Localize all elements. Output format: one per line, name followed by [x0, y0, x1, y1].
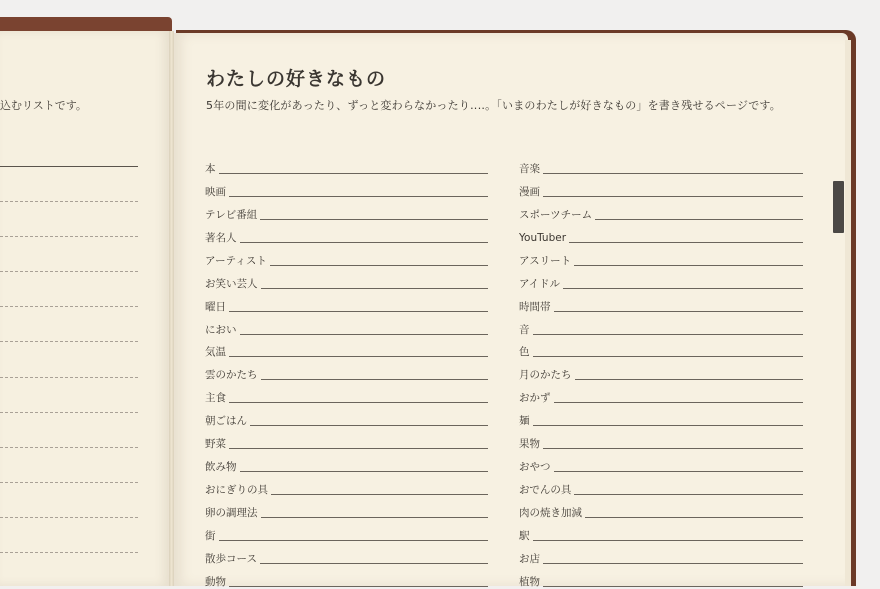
list-item	[205, 405, 488, 428]
left-page-dashed-line	[0, 552, 138, 553]
write-line[interactable]	[240, 334, 489, 335]
list-item	[205, 337, 488, 360]
write-line[interactable]	[574, 265, 803, 266]
item-label: お笑い芸人	[205, 277, 258, 290]
page-subtitle: 5年の間に変化があったり、ずっと変わらなかったり‥‥。「いまのわたしが好きなもの」を書き残せるページです。	[206, 99, 781, 112]
item-label: 麺	[519, 415, 530, 428]
left-page-dashed-line	[0, 271, 138, 272]
list-item	[205, 268, 488, 291]
item-label: 曜日	[205, 300, 226, 313]
index-tab[interactable]	[833, 181, 844, 233]
item-label: スポーツチーム	[519, 208, 593, 221]
item-label: 本	[205, 162, 216, 175]
item-label: アスリート	[519, 254, 572, 267]
write-line[interactable]	[574, 494, 803, 495]
write-line[interactable]	[229, 402, 488, 403]
item-label: 著名人	[205, 231, 237, 244]
item-label: お店	[519, 552, 540, 565]
list-item	[205, 382, 488, 405]
item-label: 果物	[519, 438, 540, 451]
list-item	[519, 497, 803, 520]
list-item	[519, 222, 803, 245]
list-item	[519, 382, 803, 405]
list-item	[205, 474, 488, 497]
list-item	[519, 199, 803, 222]
write-line[interactable]	[543, 173, 803, 174]
write-line[interactable]	[554, 471, 804, 472]
left-page-dashed-line	[0, 201, 138, 202]
item-label: おにぎりの具	[205, 484, 268, 497]
left-page	[0, 31, 170, 586]
write-line[interactable]	[585, 517, 803, 518]
write-line[interactable]	[229, 448, 488, 449]
list-item	[519, 451, 803, 474]
list-item	[519, 291, 803, 314]
write-line[interactable]	[595, 219, 803, 220]
left-page-dashed-line	[0, 447, 138, 448]
item-label: 植物	[519, 575, 540, 588]
write-line[interactable]	[271, 494, 488, 495]
left-page-rule	[0, 166, 138, 167]
write-line[interactable]	[543, 563, 803, 564]
item-label: おかず	[519, 392, 551, 405]
left-page-dashed-line	[0, 306, 138, 307]
list-item	[205, 153, 488, 176]
item-label: 散歩コース	[205, 552, 257, 565]
list-item	[205, 314, 488, 337]
list-item	[205, 543, 488, 566]
list-item	[519, 359, 803, 382]
write-line[interactable]	[533, 334, 804, 335]
item-label: おやつ	[519, 461, 551, 474]
list-item	[519, 543, 803, 566]
favorites-list-right	[519, 153, 803, 589]
list-item	[519, 314, 803, 337]
item-label: 音	[519, 323, 530, 336]
left-page-dashed-line	[0, 517, 138, 518]
list-item	[205, 520, 488, 543]
page-title: わたしの好きなもの	[206, 68, 387, 90]
list-item	[519, 245, 803, 268]
item-label: 野菜	[205, 438, 226, 451]
item-label: アイドル	[519, 277, 561, 290]
left-page-dashed-line	[0, 377, 138, 378]
list-item	[519, 176, 803, 199]
write-line[interactable]	[533, 540, 804, 541]
item-label: 動物	[205, 575, 226, 588]
item-label: 気温	[205, 346, 226, 359]
item-label: YouTuber	[519, 231, 567, 244]
item-label: 映画	[205, 185, 226, 198]
list-item	[205, 359, 488, 382]
list-item	[205, 176, 488, 199]
item-label: 月のかたち	[519, 369, 572, 382]
write-line[interactable]	[261, 379, 489, 380]
item-label: 駅	[519, 529, 530, 542]
write-line[interactable]	[563, 288, 803, 289]
item-label: 時間帯	[519, 300, 551, 313]
list-item	[205, 566, 488, 589]
write-line[interactable]	[260, 563, 488, 564]
item-label: 朝ごはん	[205, 415, 247, 428]
write-line[interactable]	[219, 540, 489, 541]
write-line[interactable]	[575, 379, 804, 380]
write-line[interactable]	[250, 425, 488, 426]
write-line[interactable]	[533, 356, 804, 357]
favorites-list-left	[205, 153, 488, 589]
list-item	[205, 451, 488, 474]
write-line[interactable]	[240, 242, 489, 243]
write-line[interactable]	[229, 311, 488, 312]
item-label: 漫画	[519, 185, 540, 198]
list-item	[205, 291, 488, 314]
write-line[interactable]	[554, 311, 804, 312]
list-item	[519, 268, 803, 291]
item-label: 肉の焼き加減	[519, 507, 582, 519]
write-line[interactable]	[229, 356, 488, 357]
list-item	[519, 474, 803, 497]
item-label: 音楽	[519, 162, 540, 175]
list-item	[205, 199, 488, 222]
left-page-dashed-line	[0, 412, 138, 413]
item-label: 飲み物	[205, 461, 237, 474]
list-item	[205, 245, 488, 268]
write-line[interactable]	[543, 448, 803, 449]
write-line[interactable]	[219, 173, 489, 174]
write-line[interactable]	[569, 242, 803, 243]
item-label: 色	[519, 346, 530, 359]
left-page-dashed-line	[0, 341, 138, 342]
list-item	[519, 428, 803, 451]
left-page-dashed-line	[0, 482, 138, 483]
page-edge	[845, 40, 851, 586]
item-label: おでんの具	[519, 484, 572, 497]
write-line[interactable]	[240, 471, 489, 472]
left-page-dashed-line	[0, 236, 138, 237]
write-line[interactable]	[261, 517, 489, 518]
write-line[interactable]	[554, 402, 804, 403]
list-item	[519, 153, 803, 176]
write-line[interactable]	[270, 265, 488, 266]
list-item	[519, 405, 803, 428]
list-item	[205, 497, 488, 520]
item-label: アーティスト	[205, 254, 267, 267]
left-page-description: 込むリストです。	[0, 99, 87, 112]
item-label: 卵の調理法	[205, 507, 258, 519]
write-line[interactable]	[543, 196, 803, 197]
list-item	[519, 520, 803, 543]
list-item	[205, 428, 488, 451]
item-label: テレビ番組	[205, 208, 258, 221]
item-label: 主食	[205, 392, 226, 405]
item-label: におい	[205, 323, 237, 336]
list-item	[205, 222, 488, 245]
item-label: 街	[205, 529, 216, 542]
list-item	[519, 337, 803, 360]
write-line[interactable]	[533, 425, 804, 426]
item-label: 雲のかたち	[205, 369, 258, 382]
book-gutter	[169, 31, 174, 586]
write-line[interactable]	[261, 288, 489, 289]
write-line[interactable]	[229, 196, 488, 197]
write-line[interactable]	[260, 219, 488, 220]
list-item	[519, 566, 803, 589]
